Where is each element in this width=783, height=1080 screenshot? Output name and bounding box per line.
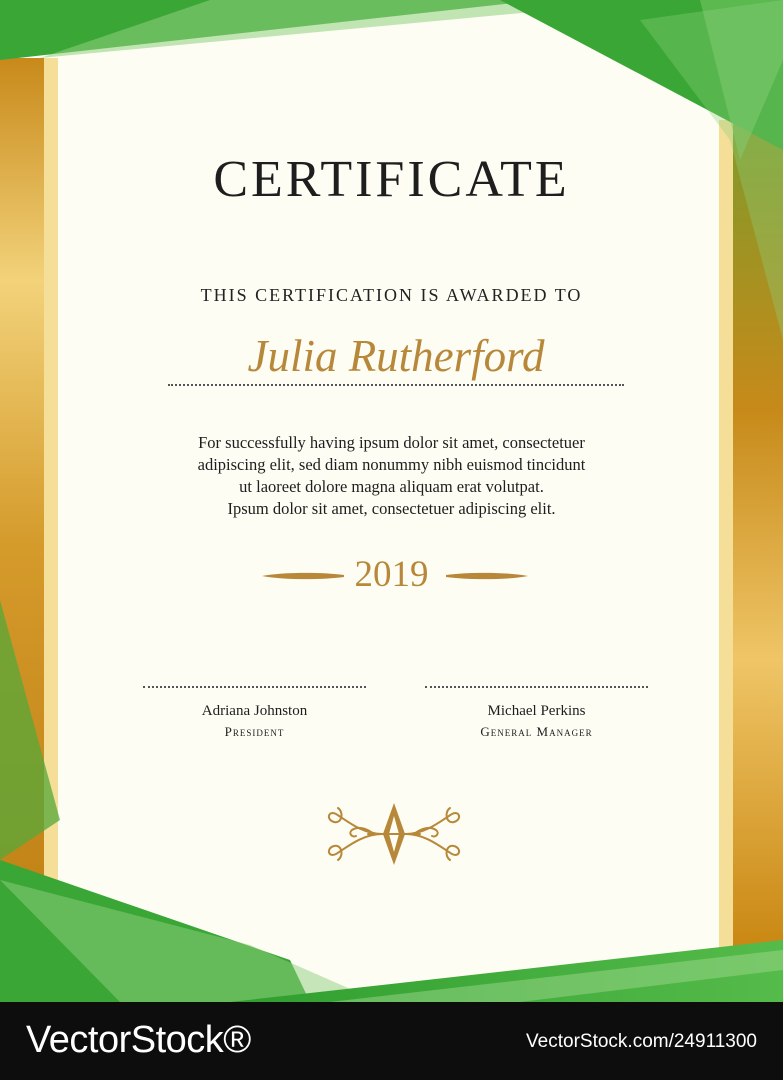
signature-line-right	[425, 686, 648, 688]
recipient-name: Julia Rutherford	[247, 331, 545, 381]
watermark-footer	[0, 1002, 783, 1080]
body-line: For successfully having ipsum dolor sit amet, consectetuer	[198, 433, 585, 452]
signature-line-left	[143, 686, 366, 688]
signatory-name-right: Michael Perkins	[487, 703, 586, 719]
flourish-ornament-icon	[322, 796, 466, 872]
signatory-role-right: General Manager	[480, 724, 593, 739]
body-line: Ipsum dolor sit amet, consectetuer adipiscing elit.	[227, 499, 556, 518]
stock-id: VectorStock.com/24911300	[526, 1031, 757, 1052]
vectorstock-logo: VectorStock®	[26, 1019, 251, 1061]
recipient-underline	[168, 384, 624, 386]
certificate-title: CERTIFICATE	[213, 151, 570, 208]
year-right-flourish	[446, 571, 528, 581]
body-line: adipiscing elit, sed diam nonummy nibh euismod tincidunt	[197, 455, 586, 474]
signatory-name-left: Adriana Johnston	[201, 703, 308, 719]
award-year: 2019	[354, 554, 429, 595]
body-line: ut laoreet dolore magna aliquam erat volutpat.	[239, 477, 544, 496]
signatory-role-left: President	[224, 724, 285, 739]
certificate-body	[110, 432, 673, 520]
year-block	[0, 553, 783, 599]
right-gold-edge	[719, 120, 733, 950]
certificate-subtitle: THIS CERTIFICATION IS AWARDED TO	[200, 285, 583, 305]
